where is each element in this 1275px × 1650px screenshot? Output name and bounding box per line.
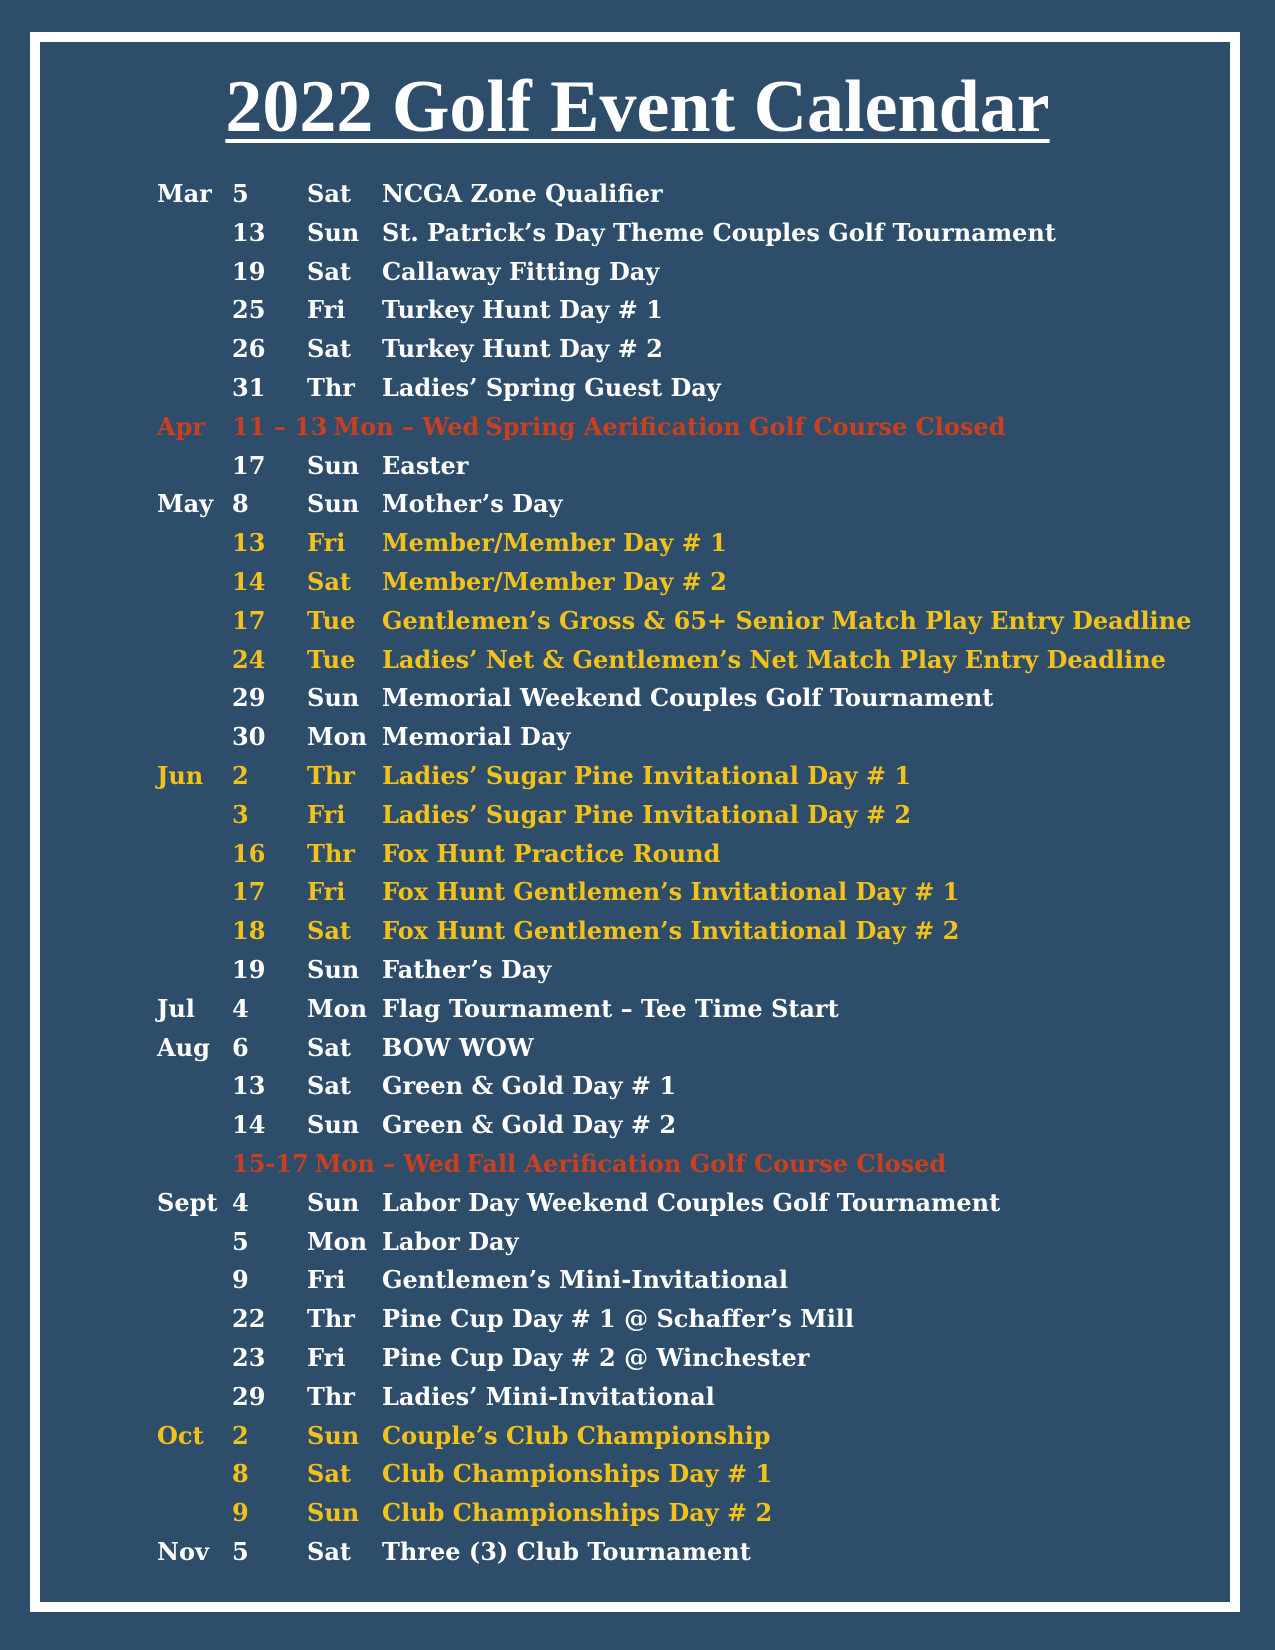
event-day: Thr: [307, 1381, 355, 1411]
event-date: 23: [232, 1342, 266, 1372]
event-day: Thr: [307, 1304, 355, 1334]
event-day: Thr: [307, 372, 355, 402]
event-row: [157, 1029, 1191, 1068]
event-date: 13: [232, 1071, 266, 1101]
event-name: Three (3) Club Tournament: [382, 1536, 751, 1566]
event-row: [157, 175, 1191, 214]
event-name: Green & Gold Day # 1: [382, 1071, 677, 1101]
event-day: Sun: [307, 1498, 360, 1528]
event-date: 13: [232, 217, 266, 247]
event-row: [157, 291, 1191, 330]
event-name: Flag Tournament – Tee Time Start: [382, 993, 839, 1023]
event-day: Sun: [307, 1420, 360, 1450]
event-row: [157, 1223, 1191, 1262]
event-date: 4: [232, 993, 249, 1023]
event-name: Fox Hunt Gentlemen’s Invitational Day # 1: [382, 877, 960, 907]
event-name: Fox Hunt Practice Round: [382, 838, 721, 868]
event-name: Pine Cup Day # 2 @ Winchester: [382, 1342, 810, 1372]
event-name: NCGA Zone Qualifier: [382, 179, 663, 208]
event-name: Labor Day: [382, 1226, 519, 1256]
event-name: Fox Hunt Gentlemen’s Invitational Day # 2: [382, 916, 960, 946]
event-name: Couple’s Club Championship: [382, 1420, 771, 1450]
event-row: [157, 524, 1191, 563]
event-day: Fri: [307, 1265, 346, 1295]
event-day: Fri: [307, 877, 346, 907]
event-date: 17: [232, 877, 266, 907]
event-day: Mon – Wed: [314, 1148, 461, 1178]
event-date: 25: [232, 295, 266, 325]
event-day: Mon: [307, 993, 368, 1023]
event-date: 31: [232, 372, 266, 402]
event-day: Sat: [307, 256, 351, 286]
event-row: [157, 1417, 1191, 1456]
event-day: Tue: [307, 644, 356, 674]
event-name: Memorial Weekend Couples Golf Tournament: [382, 683, 994, 713]
event-name: Labor Day Weekend Couples Golf Tournament: [382, 1187, 1001, 1217]
event-day: Fri: [307, 1342, 346, 1372]
event-row: [157, 253, 1191, 292]
event-row: [157, 408, 1191, 447]
page-title: 2022 Golf Event Calendar: [225, 66, 1050, 148]
event-month: Nov: [157, 1536, 209, 1566]
event-date: 5: [232, 179, 249, 208]
event-date: 4: [232, 1187, 249, 1217]
event-date: 6: [232, 1032, 249, 1062]
event-name: Green & Gold Day # 2: [382, 1110, 677, 1140]
event-day: Sun: [307, 1187, 360, 1217]
event-day: Thr: [307, 838, 355, 868]
event-name: Pine Cup Day # 1 @ Schaffer’s Mill: [382, 1304, 855, 1334]
event-day: Sun: [307, 683, 360, 713]
event-name: Member/Member Day # 2: [382, 566, 727, 596]
event-row: [157, 679, 1191, 718]
event-name: Easter: [382, 450, 469, 480]
event-month: May: [157, 489, 214, 519]
event-date: 19: [232, 256, 266, 286]
event-day: Sat: [307, 1459, 351, 1489]
event-name: Father’s Day: [382, 954, 552, 984]
event-row: [157, 718, 1191, 757]
event-date: 16: [232, 838, 266, 868]
event-day: Tue: [307, 605, 356, 635]
event-row: [157, 1261, 1191, 1300]
event-date: 29: [232, 683, 266, 713]
event-date: 3: [232, 799, 249, 829]
event-name: Fall Aerification Golf Course Closed: [466, 1148, 947, 1178]
event-row: [157, 330, 1191, 369]
event-name: Ladies’ Spring Guest Day: [382, 372, 721, 402]
event-month: Sept: [157, 1187, 218, 1217]
event-date: 11 – 13: [232, 411, 328, 441]
event-day: Sun: [307, 217, 360, 247]
event-day: Thr: [307, 760, 355, 790]
event-row: [157, 1378, 1191, 1417]
event-row: [157, 641, 1191, 680]
event-row: [157, 563, 1191, 602]
event-name: Spring Aerification Golf Course Closed: [485, 411, 1006, 441]
event-date: 9: [232, 1265, 249, 1295]
event-row: [157, 214, 1191, 253]
event-day: Sat: [307, 566, 351, 596]
event-row: [157, 1339, 1191, 1378]
event-name: Turkey Hunt Day # 1: [382, 295, 663, 325]
event-date: 18: [232, 916, 266, 946]
event-date: 5: [232, 1536, 249, 1566]
event-name: Member/Member Day # 1: [382, 528, 727, 558]
event-row: [157, 1455, 1191, 1494]
event-date: 17: [232, 450, 266, 480]
event-row: [157, 1184, 1191, 1223]
event-row: [157, 757, 1191, 796]
event-day: Sun: [307, 954, 360, 984]
event-name: Mother’s Day: [382, 489, 563, 519]
event-day: Sun: [307, 450, 360, 480]
event-month: Mar: [157, 179, 212, 208]
event-day: Sat: [307, 1536, 351, 1566]
event-row: [157, 951, 1191, 990]
event-date: 5: [232, 1226, 249, 1256]
event-date: 15-17: [232, 1148, 309, 1178]
event-row: [157, 835, 1191, 874]
event-day: Fri: [307, 295, 346, 325]
event-day: Sat: [307, 1071, 351, 1101]
event-month: Apr: [157, 411, 206, 441]
event-name: BOW WOW: [382, 1032, 534, 1062]
event-day: Mon: [307, 1226, 368, 1256]
event-row: [157, 485, 1191, 524]
event-date: 17: [232, 605, 266, 635]
event-day: Mon – Wed: [333, 411, 480, 441]
event-row: [157, 912, 1191, 951]
event-day: Fri: [307, 799, 346, 829]
event-name: Ladies’ Mini-Invitational: [382, 1381, 715, 1411]
event-row: [157, 1300, 1191, 1339]
event-date: 26: [232, 334, 266, 364]
event-list: [157, 175, 1191, 1572]
event-date: 2: [232, 760, 249, 790]
event-date: 8: [232, 1459, 249, 1489]
event-date: 24: [232, 644, 266, 674]
event-day: Sat: [307, 916, 351, 946]
event-name: Turkey Hunt Day # 2: [382, 334, 663, 364]
event-name: Ladies’ Net & Gentlemen’s Net Match Play Entry Deadline: [382, 644, 1166, 674]
event-date: 22: [232, 1304, 266, 1334]
event-row: [157, 1494, 1191, 1533]
event-name: Callaway Fitting Day: [382, 256, 660, 286]
event-name: Club Championships Day # 2: [382, 1498, 773, 1528]
event-name: St. Patrick’s Day Theme Couples Golf Tournament: [382, 217, 1056, 247]
event-date: 30: [232, 722, 266, 752]
event-name: Club Championships Day # 1: [382, 1459, 773, 1489]
event-day: Mon: [307, 722, 368, 752]
event-date: 19: [232, 954, 266, 984]
event-day: Sat: [307, 179, 351, 208]
event-date: 14: [232, 1110, 266, 1140]
event-row: [157, 796, 1191, 835]
event-day: Sun: [307, 1110, 360, 1140]
event-name: Gentlemen’s Mini-Invitational: [382, 1265, 788, 1295]
event-row: [157, 1145, 1191, 1184]
event-month: Jun: [157, 760, 204, 790]
event-row: [157, 990, 1191, 1029]
event-row: [157, 873, 1191, 912]
event-date: 13: [232, 528, 266, 558]
event-row: [157, 602, 1191, 641]
event-name: Gentlemen’s Gross & 65+ Senior Match Play Entry Deadline: [382, 605, 1192, 635]
event-date: 29: [232, 1381, 266, 1411]
event-date: 8: [232, 489, 249, 519]
event-date: 2: [232, 1420, 249, 1450]
event-name: Ladies’ Sugar Pine Invitational Day # 2: [382, 799, 912, 829]
event-day: Sun: [307, 489, 360, 519]
event-row: [157, 1067, 1191, 1106]
event-date: 14: [232, 566, 266, 596]
event-name: Ladies’ Sugar Pine Invitational Day # 1: [382, 760, 912, 790]
event-day: Sat: [307, 1032, 351, 1062]
event-date: 9: [232, 1498, 249, 1528]
event-month: Jul: [157, 993, 195, 1023]
event-row: [157, 1533, 1191, 1572]
event-row: [157, 1106, 1191, 1145]
event-name: Memorial Day: [382, 722, 571, 752]
event-row: [157, 447, 1191, 486]
event-day: Sat: [307, 334, 351, 364]
event-row: [157, 369, 1191, 408]
event-month: Aug: [157, 1032, 210, 1062]
event-day: Fri: [307, 528, 346, 558]
event-month: Oct: [157, 1420, 204, 1450]
